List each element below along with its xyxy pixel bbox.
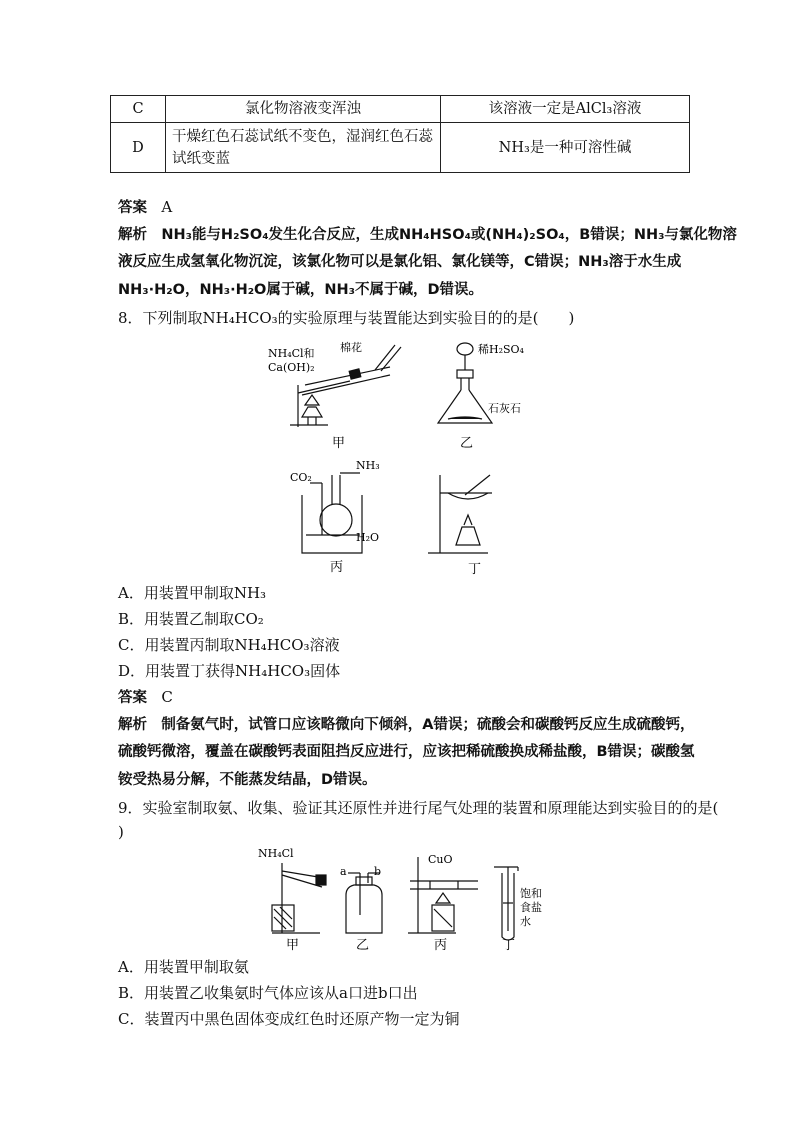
q8-option-c: C．用装置丙制取NH₄HCO₃溶液 [118, 636, 340, 654]
apparatus-yi [346, 873, 382, 933]
q9-option-c: C．装置丙中黑色固体变成红色时还原产物一定为铜 [118, 1010, 460, 1028]
answer-label: 答案 [118, 200, 147, 216]
analysis-text: 制备氨气时，试管口应该略微向下倾斜，A错误；硫酸会和碳酸钙反应生成硫酸钙， [161, 717, 695, 733]
jia-caption: 甲 [332, 436, 346, 451]
apparatus-diagram [250, 335, 580, 580]
apparatus-bing [302, 473, 362, 553]
ding-text-line1: 饱和 [520, 887, 542, 900]
bing-co2-label: CO₂ [290, 471, 312, 484]
answer-value: C [161, 688, 173, 706]
q8-stem: 8．下列制取NH₄HCO₃的实验原理与装置能达到实验目的的是( ) [118, 309, 575, 327]
bing-nh3-label: NH₃ [356, 459, 380, 472]
answer-value: A [161, 198, 173, 216]
table-cell-conclusion: 该溶液一定是AlCl₃溶液 [441, 96, 690, 123]
yi-solid-label: 石灰石 [488, 402, 521, 415]
apparatus-ding [428, 475, 492, 553]
q7-answer [118, 197, 172, 218]
q7-analysis-line [118, 224, 737, 245]
ding-caption: 丁 [502, 938, 516, 953]
bing-water-label: H₂O [356, 531, 380, 544]
yi-acid-label: 稀H₂SO₄ [478, 343, 524, 356]
table-cell-option: C [111, 96, 166, 123]
apparatus-diagram-q9 [250, 845, 580, 955]
phenomenon-line: 干燥红色石蕊试纸不变色，湿润红色石蕊 [172, 128, 433, 145]
ding-caption: 丁 [468, 562, 482, 577]
yi-a-label: a [340, 865, 347, 878]
jia-reagent-line2: Ca(OH)₂ [268, 361, 315, 374]
analysis-label: 解析 [118, 227, 147, 243]
bing-caption: 丙 [330, 560, 344, 575]
options-table [110, 95, 690, 173]
table-cell-option: D [111, 123, 166, 173]
ding-text-line2: 食盐 [520, 901, 542, 914]
q9-stem-line: ) [118, 823, 124, 841]
q7-analysis-line: NH₃·H₂O，NH₃·H₂O属于碱，NH₃不属于碱，D错误。 [118, 282, 484, 298]
phenomenon-line: 试纸变蓝 [172, 150, 230, 167]
apparatus-ding [494, 867, 518, 940]
yi-caption: 乙 [460, 436, 474, 451]
table-cell-phenomenon [166, 123, 441, 173]
jia-reagent-line1: NH₄Cl和 [268, 347, 315, 360]
bing-caption: 丙 [434, 938, 448, 953]
analysis-label: 解析 [118, 717, 147, 733]
table-cell-conclusion: NH₃是一种可溶性碱 [441, 123, 690, 173]
analysis-text: NH₃能与H₂SO₄发生化合反应，生成NH₄HSO₄或(NH₄)₂SO₄，B错误；NH₃与氯化物溶 [161, 227, 737, 243]
q8-figure [250, 335, 580, 580]
yi-b-label: b [374, 865, 382, 878]
q9-figure [250, 845, 580, 955]
jia-cotton-label: 棉花 [340, 341, 362, 354]
table-row [111, 123, 690, 173]
q9-option-a: A．用装置甲制取氨 [118, 958, 249, 976]
q8-analysis-line: 硫酸钙微溶，覆盖在碳酸钙表面阻挡反应进行，应该把稀硫酸换成稀盐酸，B错误；碳酸氢 [118, 744, 695, 760]
q8-option-b: B．用装置乙制取CO₂ [118, 610, 264, 628]
jia-caption: 甲 [286, 938, 300, 953]
q9-option-b: B．用装置乙收集氨时气体应该从a口进b口出 [118, 984, 418, 1002]
table-row [111, 96, 690, 123]
q7-analysis-line: 液反应生成氢氧化物沉淀，该氯化物可以是氯化铝、氯化镁等，C错误；NH₃溶于水生成 [118, 254, 682, 270]
yi-caption: 乙 [356, 938, 370, 953]
table-cell-phenomenon: 氯化物溶液变浑浊 [166, 96, 441, 123]
apparatus-jia [272, 863, 326, 933]
q8-option-a: A．用装置甲制取NH₃ [118, 584, 267, 602]
q8-answer [118, 687, 173, 708]
q9-stem-line: 9．实验室制取氨、收集、验证其还原性并进行尾气处理的装置和原理能达到实验目的的是( [118, 799, 719, 817]
q8-analysis-line: 铵受热易分解，不能蒸发结晶，D错误。 [118, 772, 377, 788]
bing-cuo-label: CuO [428, 853, 453, 866]
q8-analysis-line [118, 714, 695, 735]
q8-option-d: D．用装置丁获得NH₄HCO₃固体 [118, 662, 341, 680]
apparatus-bing [408, 857, 478, 933]
jia-reagent-label: NH₄Cl [258, 847, 294, 860]
answer-label: 答案 [118, 690, 147, 706]
ding-text-line3: 水 [520, 915, 531, 928]
